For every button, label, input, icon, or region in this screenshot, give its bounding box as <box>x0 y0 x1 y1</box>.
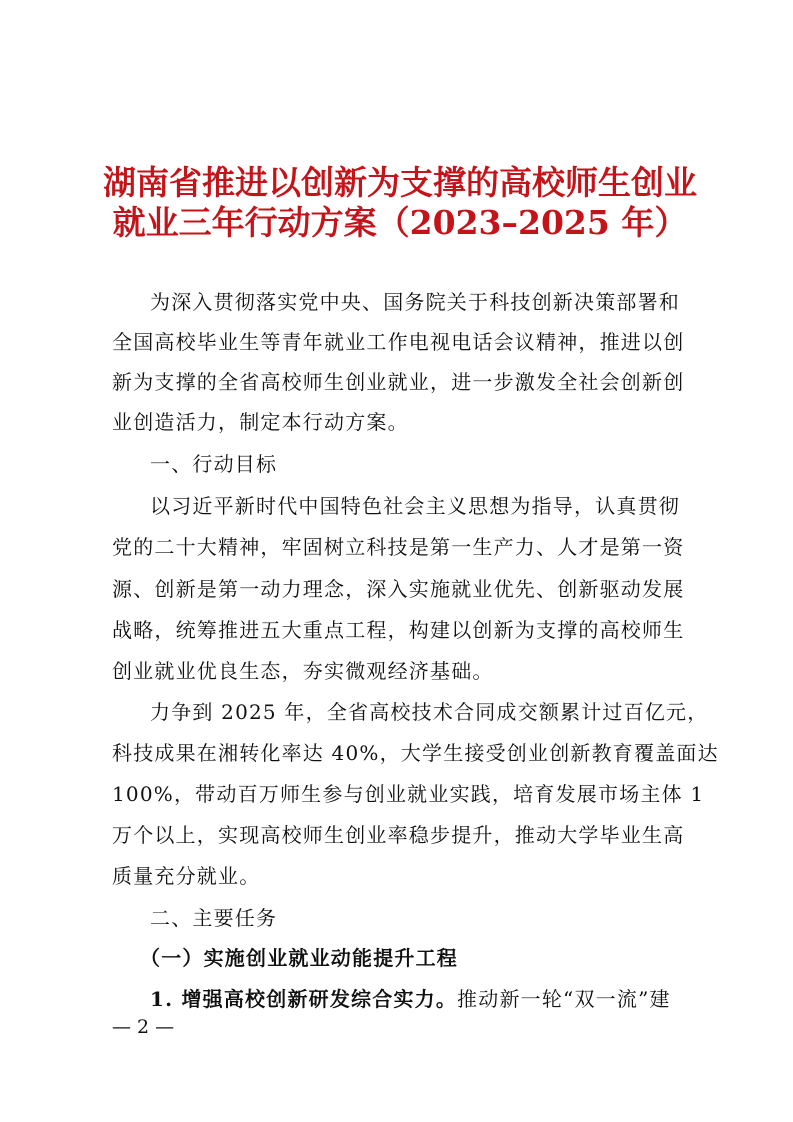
paragraph-goals-line-1: 以习近平新时代中国特色社会主义思想为指导，认真贯彻 <box>150 494 680 518</box>
paragraph-goals-line-2: 党的二十大精神，牢固树立科技是第一生产力、人才是第一资 <box>112 535 685 559</box>
paragraph-targets-line-1: 力争到 2025 年，全省高校技术合同成交额累计过百亿元， <box>150 700 709 724</box>
document-title-line-2: 就业三年行动方案（2023–2025 年） <box>112 203 688 242</box>
subsection-heading-1: （一）实施创业就业动能提升工程 <box>140 946 458 970</box>
task-item-1-title: 1. 增强高校创新研发综合实力。 <box>150 987 458 1011</box>
paragraph-intro-line-4: 业创造活力，制定本行动方案。 <box>112 410 409 434</box>
section-heading-tasks: 二、主要任务 <box>150 906 278 930</box>
paragraph-targets-line-5: 质量充分就业。 <box>112 864 261 888</box>
paragraph-targets-line-2: 科技成果在湘转化率达 40%，大学生接受创业创新教育覆盖面达 <box>112 741 719 765</box>
section-heading-goals: 一、行动目标 <box>150 452 278 476</box>
paragraph-goals-line-4: 战略，统筹推进五大重点工程，构建以创新为支撑的高校师生 <box>112 618 685 642</box>
paragraph-intro-line-1: 为深入贯彻落实党中央、国务院关于科技创新决策部署和 <box>150 290 680 314</box>
page-number: — 2 — <box>112 1016 175 1038</box>
paragraph-goals-line-3: 源、创新是第一动力理念，深入实施就业优先、创新驱动发展 <box>112 577 685 601</box>
paragraph-goals-line-5: 创业就业优良生态，夯实微观经济基础。 <box>112 659 494 683</box>
document-title-line-1: 湖南省推进以创新为支撑的高校师生创业 <box>103 163 697 202</box>
paragraph-intro-line-3: 新为支撑的全省高校师生创业就业，进一步激发全社会创新创 <box>112 370 685 394</box>
paragraph-targets-line-4: 万个以上，实现高校师生创业率稳步提升，推动大学毕业生高 <box>112 823 685 847</box>
paragraph-targets-line-3: 100%，带动百万师生参与创业就业实践，培育发展市场主体 1 <box>112 782 705 806</box>
paragraph-intro-line-2: 全国高校毕业生等青年就业工作电视电话会议精神，推进以创 <box>112 330 685 354</box>
task-item-1-text: 推动新一轮“双一流”建 <box>457 987 671 1011</box>
task-item-1 <box>150 987 692 1011</box>
